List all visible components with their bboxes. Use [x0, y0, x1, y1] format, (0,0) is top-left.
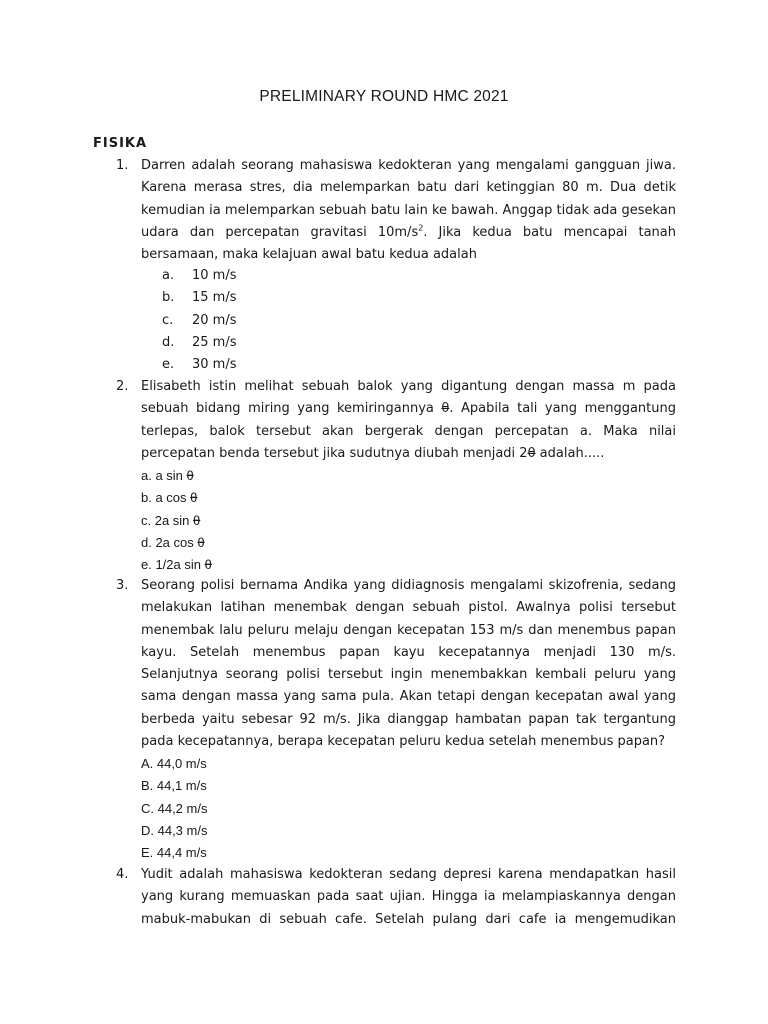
text-segment: . Apabila tali yang menggantung: [449, 401, 677, 417]
option-text: d. 2a cos: [141, 534, 198, 550]
option-text: e. 1/2a sin: [141, 557, 205, 573]
option-item: A. 44,0 m/s: [141, 756, 207, 771]
option-text: 25 m/s: [192, 334, 237, 350]
question-3-options: [141, 753, 207, 864]
superscript: 2: [418, 223, 424, 233]
text-line: Yudit adalah mahasiswa kedokteran sedang depresi karena mendapatkan hasil: [141, 867, 676, 882]
option-item: [141, 487, 212, 509]
question-number: 1.: [116, 158, 129, 173]
text-line: yang kurang memuaskan pada saat ujian. Hingga ia melampiaskannya dengan: [141, 889, 676, 905]
question-number: 2.: [116, 379, 129, 394]
question-1-options: [162, 265, 237, 376]
question-number: 4.: [116, 867, 129, 882]
question-text: [141, 864, 676, 931]
theta-symbol: θ: [527, 445, 536, 461]
option-item: [141, 510, 212, 532]
text-line: [141, 443, 676, 465]
option-item: D. 44,3 m/s: [141, 822, 208, 838]
theta-symbol: θ: [441, 401, 450, 417]
option-label: b.: [162, 290, 175, 306]
text-segment: udara dan percepatan gravitasi 10m/s: [141, 224, 419, 240]
option-label: d.: [162, 334, 175, 350]
text-segment: . Jika kedua batu mencapai tanah: [423, 224, 677, 240]
text-line: kayu. Setelah menembus papan kayu kecepatannya menjadi 130 m/s.: [141, 644, 676, 660]
theta-symbol: θ: [204, 557, 212, 573]
text-segment: sebuah bidang miring yang kemiringannya: [141, 401, 434, 417]
text-line: [141, 222, 676, 244]
text-line: Selanjutnya seorang polisi tersebut ingin menembakkan kembali peluru yang: [141, 667, 676, 683]
option-item: [141, 532, 212, 554]
theta-symbol: θ: [197, 534, 205, 550]
text-line: melakukan latihan menembak dengan sebuah pistol. Awalnya polisi tersebut: [141, 600, 676, 616]
option-text: c. 2a sin: [141, 512, 194, 528]
text-segment: adalah.....: [535, 445, 605, 461]
option-item: [162, 265, 237, 287]
text-line: menembak lalu peluru melaju dengan kecepatan 153 m/s dan menembus papan: [141, 622, 676, 638]
text-line: [141, 398, 676, 420]
option-item: C. 44,2 m/s: [141, 800, 208, 816]
question-2-options: [141, 465, 212, 576]
option-text: 10 m/s: [192, 268, 237, 283]
question-number: 3.: [116, 578, 129, 593]
option-text: 15 m/s: [192, 290, 237, 306]
text-line: berbeda yaitu sebesar 92 m/s. Jika dianggap hambatan papan tak tergantung: [141, 711, 676, 727]
text-line: kemudian ia melemparkan sebuah batu lain ke bawah. Anggap tidak ada gesekan: [141, 202, 676, 218]
text-line: Darren adalah seorang mahasiswa kedokteran yang mengalami gangguan jiwa.: [141, 158, 676, 173]
option-label: e.: [162, 357, 175, 373]
option-item: [162, 310, 237, 332]
question-text: [141, 575, 676, 753]
theta-symbol: θ: [193, 512, 201, 528]
text-line: pada kecepatannya, berapa kecepatan peluru kedua setelah menembus papan?: [141, 734, 666, 750]
question-text: [141, 376, 676, 465]
option-item: [162, 287, 237, 309]
text-line: Elisabeth istin melihat sebuah balok yang digantung dengan massa m pada: [141, 379, 676, 394]
option-item: [141, 554, 212, 576]
text-line: mabuk-mabukan di sebuah cafe. Setelah pulang dari cafe ia mengemudikan: [141, 911, 676, 927]
text-line: Karena merasa stres, dia melemparkan batu dari ketinggian 80 m. Dua detik: [141, 180, 676, 196]
theta-symbol: θ: [186, 468, 194, 483]
option-label: a.: [162, 268, 175, 283]
option-item: [162, 354, 237, 376]
question-text: [141, 155, 676, 266]
option-text: 20 m/s: [192, 312, 237, 328]
option-text: a. a sin: [141, 468, 187, 483]
option-text: 30 m/s: [192, 357, 237, 373]
option-item: E. 44,4 m/s: [141, 845, 207, 861]
option-item: [141, 465, 212, 487]
text-line: sama dengan massa yang sama pula. Akan tetapi dengan kecepatan awal yang: [141, 689, 676, 705]
text-line: terlepas, balok tersebut akan bergerak dengan percepatan a. Maka nilai: [141, 423, 676, 439]
text-line: Seorang polisi bernama Andika yang didiagnosis mengalami skizofrenia, sedang: [141, 578, 676, 593]
option-label: c.: [162, 312, 174, 328]
option-text: b. a cos: [141, 490, 191, 506]
text-segment: percepatan benda tersebut jika sudutnya diubah menjadi 2: [141, 445, 528, 461]
theta-symbol: θ: [190, 490, 198, 506]
section-heading: FISIKA: [93, 136, 148, 151]
text-line: bersamaan, maka kelajuan awal batu kedua adalah: [141, 247, 477, 263]
document-title: PRELIMINARY ROUND HMC 2021: [259, 88, 509, 105]
option-item: B. 44,1 m/s: [141, 778, 207, 794]
option-item: [162, 332, 237, 354]
